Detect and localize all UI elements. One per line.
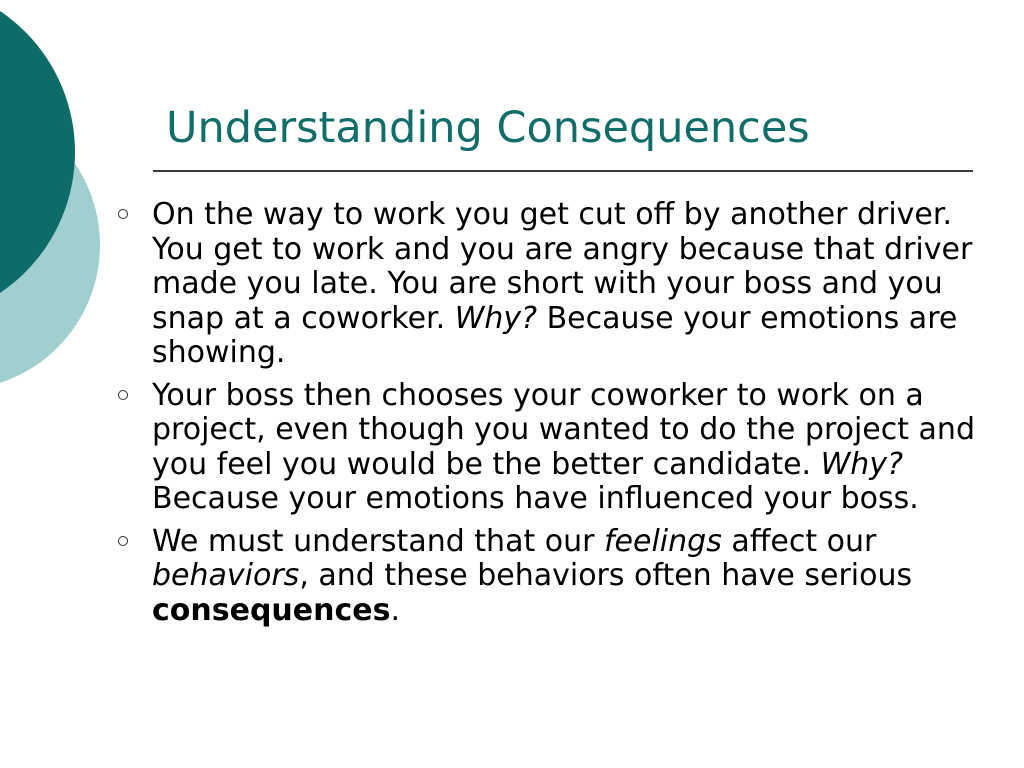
title-divider — [153, 170, 973, 172]
bullet-text-italic: behaviors — [152, 558, 300, 593]
hollow-circle-bullet-icon — [118, 209, 128, 219]
bullet-item — [110, 379, 978, 517]
bullet-text-segment: , and these behaviors often have serious — [299, 558, 913, 593]
bullet-item — [110, 525, 978, 629]
bullet-text-segment: . — [390, 592, 401, 628]
bullet-text-italic: Why? — [454, 300, 538, 336]
hollow-circle-bullet-icon — [118, 390, 128, 400]
bullet-text-segment: affect our — [721, 523, 877, 559]
bullet-text-segment: Your boss then chooses your coworker to work on a project, even though you wanted to do the project and you feel you would be the better candidate. — [152, 377, 975, 482]
bullet-list — [110, 198, 978, 636]
bullet-text-italic: feelings — [604, 523, 722, 559]
bullet-text-segment: Because your emotions have influenced your boss. — [152, 481, 919, 516]
hollow-circle-bullet-icon — [118, 536, 128, 546]
bullet-text-segment: On the way to work you get cut off by another driver. You get to work and you are angry because that driver made you late. You are short with your boss and you snap at a coworker. — [152, 197, 973, 336]
bullet-text-segment: We must understand that our — [152, 523, 604, 559]
bullet-text-italic: Why? — [820, 446, 903, 482]
bullet-text-bold: consequences — [152, 592, 391, 628]
bullet-text-segment: Because your emotions are showing. — [152, 300, 958, 370]
slide-title: Understanding Consequences — [166, 103, 810, 153]
bullet-item — [110, 198, 978, 371]
